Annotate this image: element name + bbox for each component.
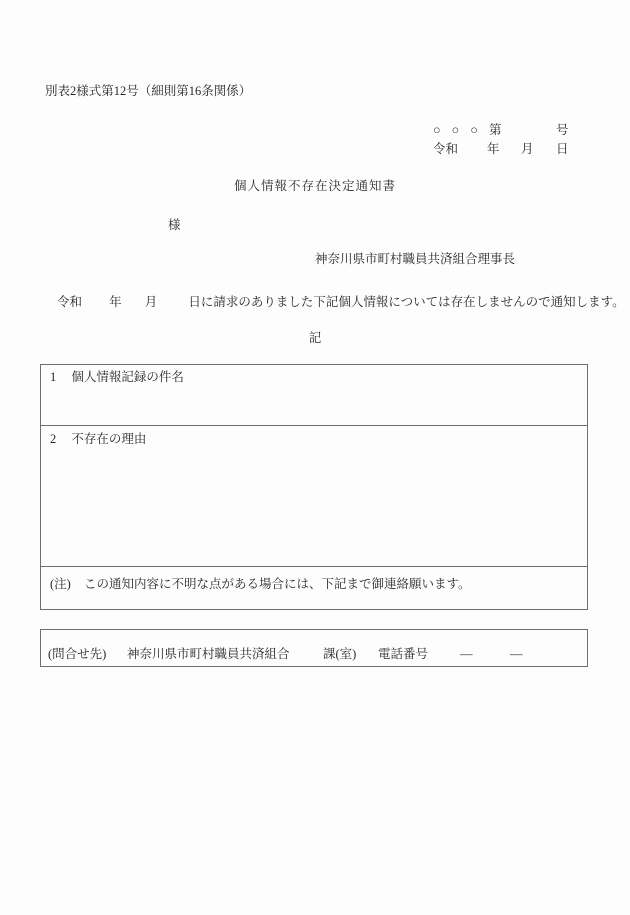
row-number: 1 (50, 370, 57, 384)
issuer-name: 神奈川県市町村職員共済組合理事長 (315, 252, 516, 266)
contact-organization: 神奈川県市町村職員共済組合 (127, 647, 290, 661)
contact-phone-label: 電話番号 (378, 647, 429, 661)
issue-date-month-label: 月 (521, 142, 534, 156)
form-table (40, 364, 588, 610)
row-label: 不存在の理由 (71, 432, 147, 446)
table-row-reason (41, 426, 587, 567)
row-label: 個人情報記録の件名 (71, 370, 184, 384)
table-row-subject (41, 365, 587, 426)
issue-date-day-label: 日 (556, 142, 569, 156)
contact-section-label: 課(室) (323, 647, 357, 661)
issue-date-era: 令和 (433, 142, 459, 156)
doc-number-circles: ○ ○ ○ 第 (433, 123, 506, 137)
note-text: この通知内容に不明な点がある場合には、下記まで御連絡願います。 (83, 577, 471, 591)
contact-prefix: (問合せ先) (48, 647, 107, 661)
doc-number-suffix: 号 (556, 123, 569, 137)
issue-date-year-label: 年 (487, 142, 500, 156)
body-sentence-text: 日に請求のありました下記個人情報については存在しませんので通知します。 (188, 295, 625, 309)
phone-dash-1: ― (460, 647, 473, 661)
ki-heading: 記 (308, 331, 322, 345)
contact-box (40, 629, 588, 667)
body-year-label: 年 (109, 295, 122, 309)
notification-sentence (57, 295, 625, 309)
body-era: 令和 (57, 295, 83, 309)
table-note-row (41, 567, 587, 609)
document-title: 個人情報不存在決定通知書 (233, 179, 396, 193)
body-month-label: 月 (144, 295, 158, 309)
form-number-note: 別表2様式第12号（細則第16条関係） (45, 84, 252, 98)
note-prefix: (注) (50, 577, 71, 591)
phone-dash-2: ― (510, 647, 523, 661)
recipient-honorific: 様 (168, 218, 181, 232)
row-number: 2 (50, 432, 57, 446)
